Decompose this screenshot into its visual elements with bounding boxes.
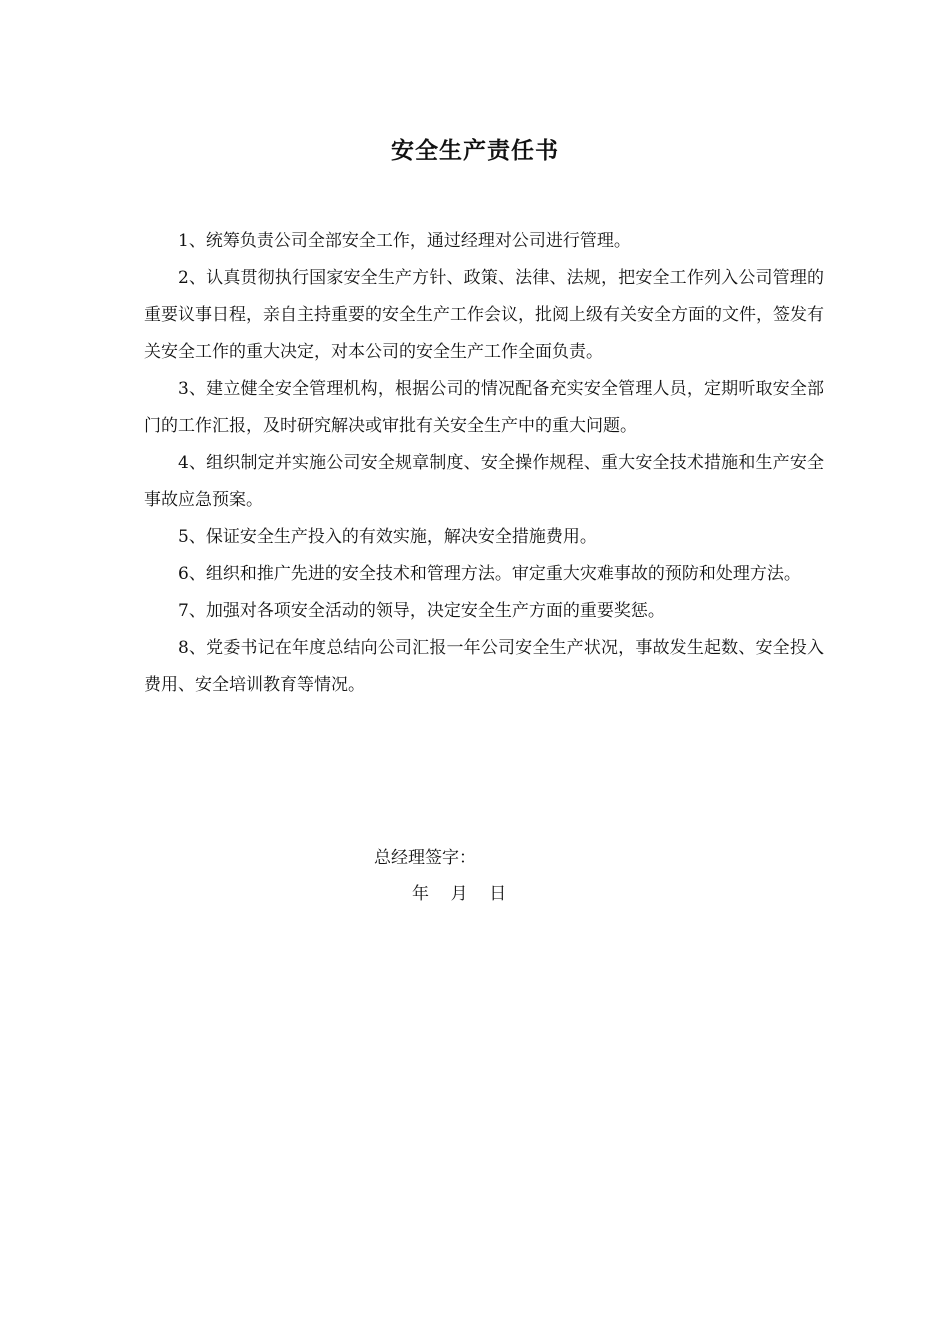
paragraph-1: 1、统筹负责公司全部安全工作，通过经理对公司进行管理。 — [178, 231, 631, 251]
paragraph-7: 7、加强对各项安全活动的领导，决定安全生产方面的重要奖惩。 — [178, 601, 665, 621]
paragraph-2: 2、认真贯彻执行国家安全生产方针、政策、法律、法规，把安全工作列入公司管理的重要议事日程，亲自主持重要的安全生产工作会议，批阅上级有关安全方面的文件，签发有关安全工作的重大决定，对本公司的安全生产工作全面负责。 — [144, 268, 824, 362]
signature-label: 总经理签字： — [374, 848, 476, 868]
date-line: 年 月 日 — [412, 884, 507, 904]
paragraph-5: 5、保证安全生产投入的有效实施，解决安全措施费用。 — [178, 527, 597, 547]
paragraph-3: 3、建立健全安全管理机构，根据公司的情况配备充实安全管理人员，定期听取安全部门的工作汇报，及时研究解决或审批有关安全生产中的重大问题。 — [144, 379, 824, 436]
paragraph-6: 6、组织和推广先进的安全技术和管理方法。审定重大灾难事故的预防和处理方法。 — [178, 564, 801, 584]
document-body — [144, 223, 824, 704]
paragraph-4: 4、组织制定并实施公司安全规章制度、安全操作规程、重大安全技术措施和生产安全事故应急预案。 — [144, 453, 824, 510]
document-title: 安全生产责任书 — [391, 137, 559, 164]
paragraph-8: 8、党委书记在年度总结向公司汇报一年公司安全生产状况，事故发生起数、安全投入费用、安全培训教育等情况。 — [144, 638, 824, 695]
